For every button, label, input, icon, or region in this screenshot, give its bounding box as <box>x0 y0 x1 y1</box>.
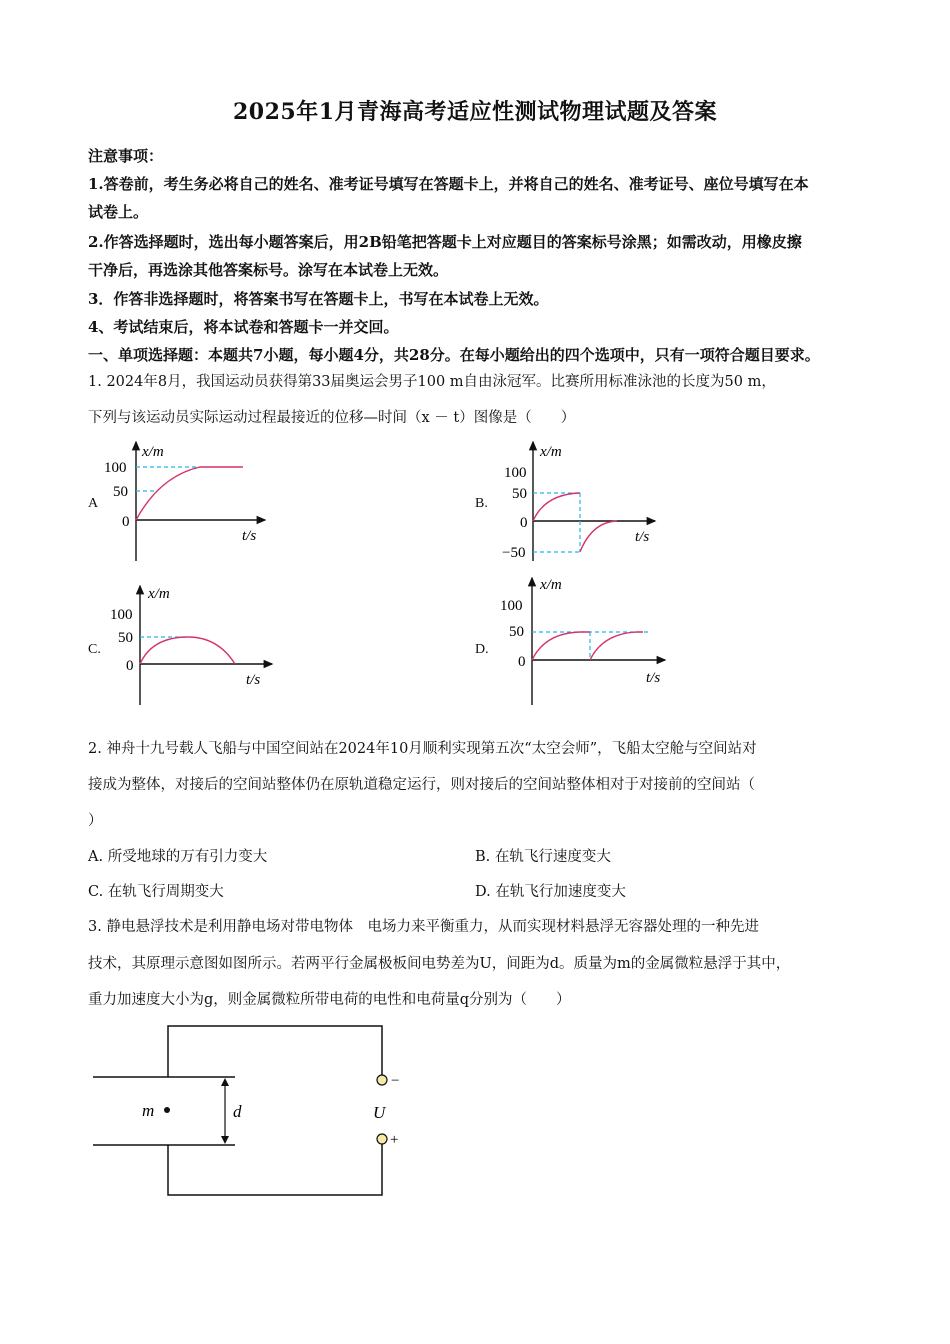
notice-heading: 注意事项： <box>88 147 164 165</box>
bottom-wire <box>168 1143 382 1195</box>
tick-0: 0 <box>126 658 134 674</box>
tick-0: 0 <box>122 514 130 530</box>
q2-line-3: ） <box>88 813 103 829</box>
graph-a <box>100 436 280 566</box>
section-heading: 一、单项选择题：本题共7小题，每小题4分，共28分。在每小题给出的四个选项中，只有一项符合题目要求。 <box>88 346 820 364</box>
voltage-label: U <box>373 1103 386 1122</box>
q2-option-b: B. 在轨飞行速度变大 <box>475 849 611 865</box>
mass-label: m <box>142 1101 155 1120</box>
q1-option-b-label: B. <box>475 496 488 511</box>
curve <box>136 467 243 520</box>
q1-line-1: 1. 2024年8月，我国运动员获得第33届奥运会男子100 m自由泳冠军。比赛所用标准泳池的长度为50 m， <box>88 374 776 390</box>
arrow-down <box>221 1136 229 1144</box>
q2-option-d: D. 在轨飞行加速度变大 <box>475 884 626 900</box>
tick-100: 100 <box>504 465 527 481</box>
q1-line-2: 下列与该运动员实际运动过程最接近的位移—时间（x － t）图像是（ ） <box>88 410 576 426</box>
q3-line-1: 3. 静电悬浮技术是利用静电场对带电物体 电场力来平衡重力，从而实现材料悬浮无容器处理的一种先进 <box>88 919 759 935</box>
q2-line-1: 2. 神舟十九号载人飞船与中国空间站在2024年10月顺利实现第五次“太空会师”，飞船太空舱与空间站对 <box>88 741 757 757</box>
q2-line-2: 接成为整体，对接后的空间站整体仍在原轨道稳定运行，则对接后的空间站整体相对于对接前的空间站（ <box>88 777 755 793</box>
x-label: t/s <box>246 672 261 688</box>
notice-item-2: 2.作答选择题时，选出每小题答案后，用2B铅笔把答题卡上对应题目的答案标号涂黑；如需改动，用橡皮擦 <box>88 233 802 251</box>
y-label: x/m <box>142 444 164 460</box>
tick-minus-50: −50 <box>502 545 526 561</box>
tick-50: 50 <box>118 630 133 646</box>
tick-0: 0 <box>518 654 526 670</box>
plus-terminal <box>377 1134 387 1144</box>
arrow-up <box>221 1078 229 1086</box>
q1-option-c-label: C. <box>88 642 101 657</box>
notice-item-3: 3．作答非选择题时，将答案书写在答题卡上，书写在本试卷上无效。 <box>88 290 549 308</box>
graph-c <box>100 580 280 710</box>
q3-diagram <box>85 1020 425 1205</box>
q3-line-2: 技术，其原理示意图如图所示。若两平行金属极板间电势差为U，间距为d。质量为m的金属微粒悬浮于其中， <box>88 956 791 972</box>
tick-100: 100 <box>500 598 523 614</box>
curve-2 <box>590 632 643 660</box>
q3-line-3: 重力加速度大小为g，则金属微粒所带电荷的电性和电荷量q分别为（ ） <box>88 992 571 1008</box>
q1-option-a-label: A <box>88 496 99 511</box>
notice-item-1-cont: 试卷上。 <box>88 203 149 221</box>
tick-50: 50 <box>509 624 524 640</box>
tick-50: 50 <box>113 484 128 500</box>
particle-dot <box>164 1107 170 1113</box>
tick-0: 0 <box>520 515 528 531</box>
top-wire <box>168 1026 382 1077</box>
page-title: 2025年1月青海高考适应性测试物理试题及答案 <box>232 99 718 125</box>
plus-sign: + <box>390 1132 399 1148</box>
q1-option-d-label: D. <box>475 642 489 657</box>
curve-1 <box>533 493 580 521</box>
notice-item-1: 1.答卷前，考生务必将自己的姓名、准考证号填写在答题卡上，并将自己的姓名、准考证号、座位号填写在本 <box>88 175 809 193</box>
tick-100: 100 <box>104 460 127 476</box>
curve-2 <box>580 521 617 552</box>
notice-item-4: 4、考试结束后，将本试卷和答题卡一并交回。 <box>88 318 399 336</box>
y-label: x/m <box>540 444 562 460</box>
y-label: x/m <box>148 586 170 602</box>
distance-label: d <box>233 1102 242 1121</box>
tick-100: 100 <box>110 607 133 623</box>
x-label: t/s <box>646 670 661 686</box>
minus-sign: − <box>391 1073 400 1089</box>
x-label: t/s <box>242 528 257 544</box>
q2-option-c: C. 在轨飞行周期变大 <box>88 884 224 900</box>
curve-1 <box>532 632 590 660</box>
x-label: t/s <box>635 529 650 545</box>
q2-option-a: A. 所受地球的万有引力变大 <box>88 849 268 865</box>
minus-terminal <box>377 1075 387 1085</box>
tick-50: 50 <box>512 486 527 502</box>
graph-d <box>500 572 680 708</box>
notice-item-2-cont: 干净后，再选涂其他答案标号。涂写在本试卷上无效。 <box>88 261 449 279</box>
curve <box>140 637 235 664</box>
y-label: x/m <box>540 577 562 593</box>
graph-b <box>500 436 680 566</box>
